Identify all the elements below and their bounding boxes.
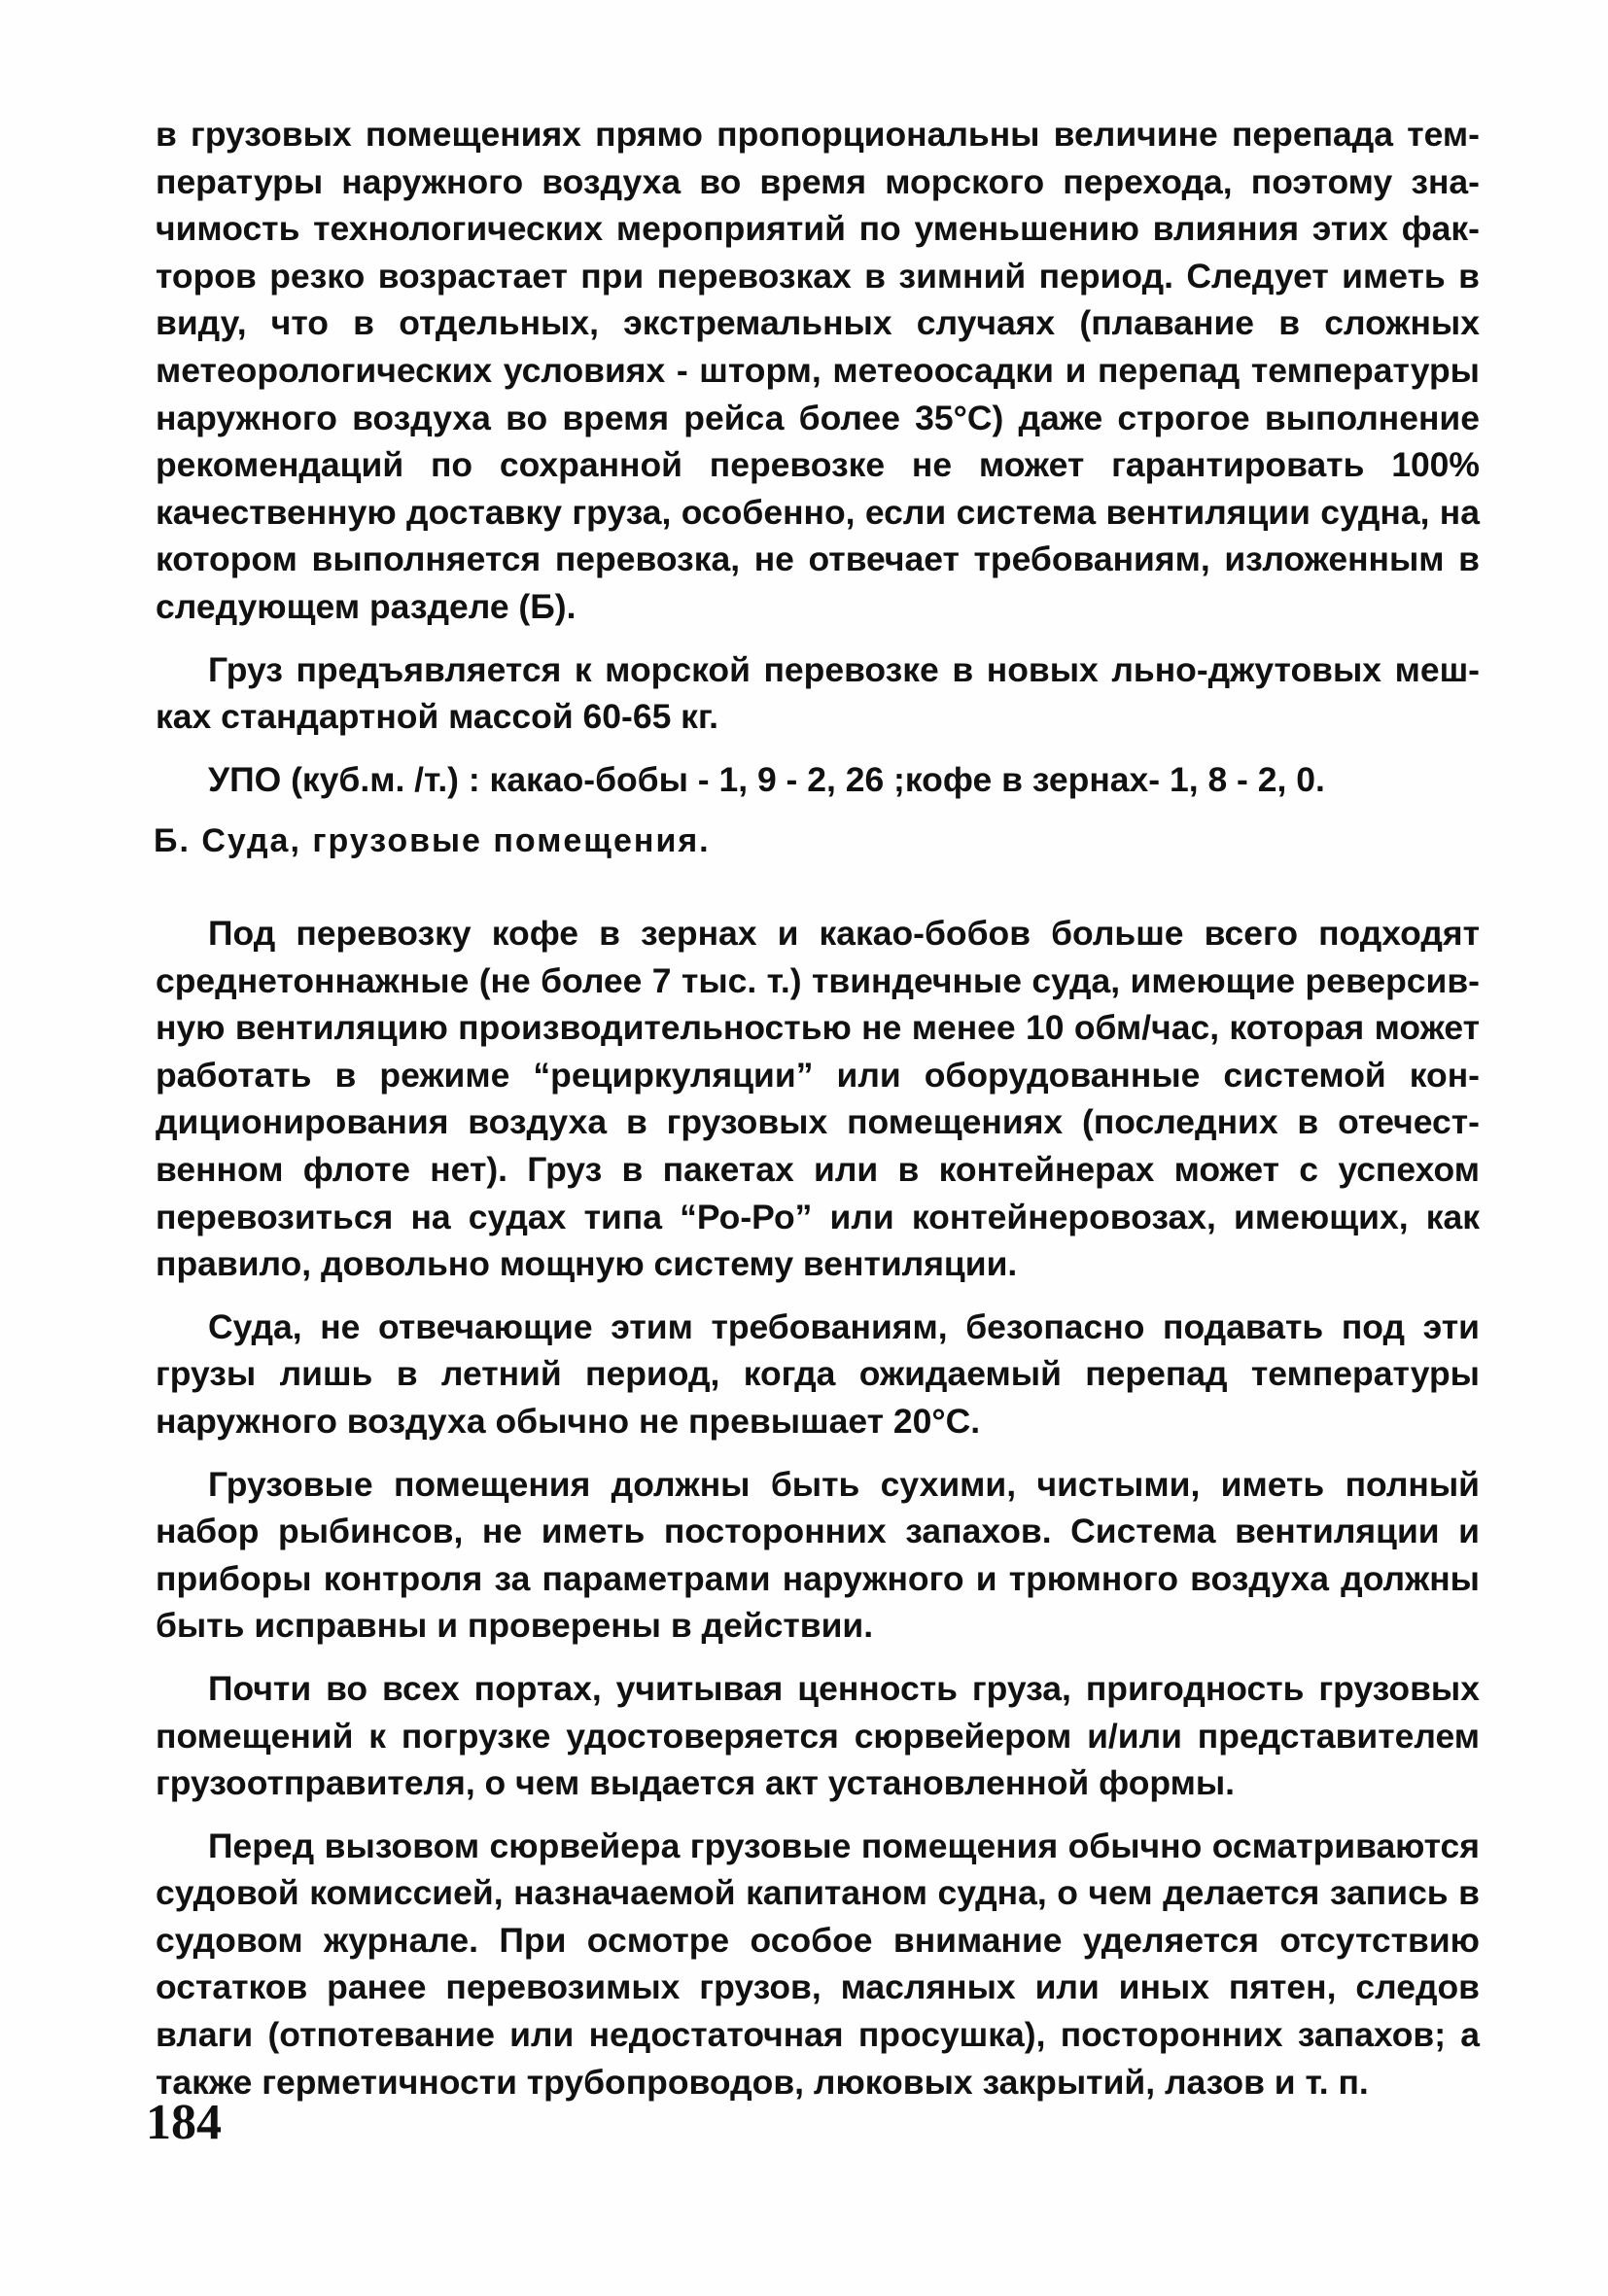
paragraph-inspection: Перед вызовом сюрвейера грузовые помещения обычно осматриваются судовой комиссией, назначаемой капитаном судна, о чем делается запись в судовом журнале. При осмотре особое внимание уделяется отсутствию остатков ранее перевозимых грузов, масляных или иных пятен, следов влаги (отпотевание или недостаточная просушка), посторонних запахов; а также герметичности трубопроводов, люковых закрытий, лазов и т. п. <box>156 1826 1480 2102</box>
section-a-text <box>156 111 1480 803</box>
paragraph-summer-period: Суда, не отвечающие этим требованиям, безопасно подавать под эти грузы лишь в летний период, когда ожидаемый перепад температуры наружного воздуха обычно не превышает 20°С. <box>156 1306 1480 1441</box>
paragraph-surveyor: Почти во всех портах, учитывая ценность груза, пригодность грузовых помещений к погрузке удостоверяется сюрвейером и/или представителем грузоотправителя, о чем выдается акт установленной формы. <box>156 1668 1480 1803</box>
paragraph-packaging: Груз предъявляется к морской перевозке в новых льно-джутовых мешках стандартной массой 60-65 кг. <box>156 649 1480 737</box>
page-number: 184 <box>146 2095 222 2150</box>
paragraph-hold-requirements: Грузовые помещения должны быть сухими, чистыми, иметь полный набор рыбинсов, не иметь посторонних запахов. Система вентиляции и приборы контроля за параметрами наружного и трюмного воздуха должны быть исправны и проверены в действии. <box>156 1464 1480 1646</box>
paragraph-ships-suitability: Под перевозку кофе в зернах и какао-бобов больше всего подходят среднетоннажные (не более 7 тыс. т.) твиндечные суда, имеющие реверсивную вентиляцию производительностью не менее 10 обм/час, которая может работать в режиме “рециркуляции” или оборудованные системой кондиционирования воздуха в грузовых помещениях (последних в отечественном флоте нет). Груз в пакетах или в контейнерах может с успехом перевозиться на судах типа “Ро-Ро” или контейнеровозах, имеющих, как правило, довольно мощную систему вентиляции. <box>156 914 1480 1284</box>
section-b-heading: Б. Суда, грузовые помещения. <box>154 822 711 859</box>
paragraph-continuation: в грузовых помещениях прямо пропорциональны величине перепада температуры наружного воздуха во время морского перехода, поэтому значимость технологических мероприятий по уменьшению влияния этих факторов резко возрастает при перевозках в зимний период. Следует иметь в виду, что в отдельных, экстремальных случаях (плавание в сложных метеорологических условиях - шторм, метеоосадки и перепад температуры наружного воздуха во время рейса более 35°C) даже строгое выполнение рекомендаций по сохранной перевозке не может гарантировать 100% качественную доставку груза, особенно, если система вентиляции судна, на котором выполняется перевозка, не отвечает требованиям, изложенным в следующем разделе (Б). <box>156 115 1480 626</box>
section-b-text <box>156 910 1480 2105</box>
paragraph-stowage-factor: УПО (куб.м. /т.) : какао-бобы - 1, 9 - 2, 26 ;кофе в зернах- 1, 8 - 2, 0. <box>208 759 1325 799</box>
